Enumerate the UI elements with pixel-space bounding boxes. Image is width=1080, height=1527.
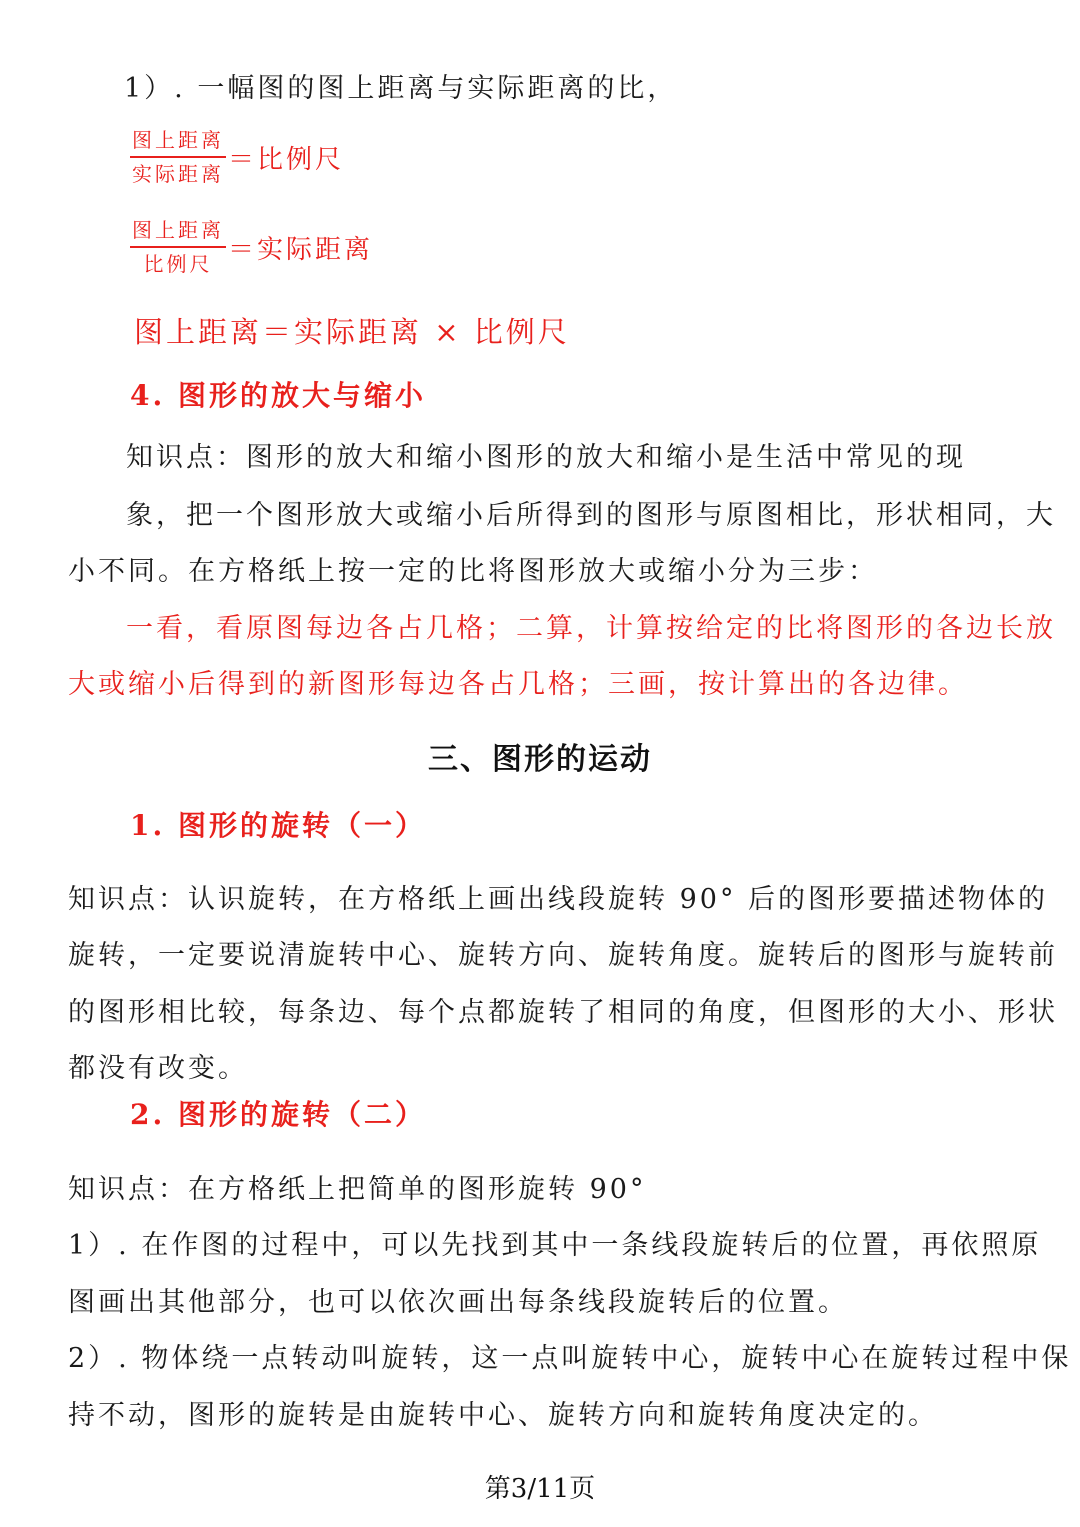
subsection-heading: 2. 图形的旋转（二） bbox=[130, 1098, 426, 1131]
formula-scale bbox=[130, 128, 344, 186]
scale-intro: 1）. 一幅图的图上距离与实际距离的比， bbox=[124, 73, 678, 104]
paragraph-line-highlight: 一看，看原图每边各占几格；二算，计算按给定的比将图形的各边长放 bbox=[126, 613, 1056, 644]
paragraph-line-highlight: 大或缩小后得到的新图形每边各占几格；三画，按计算出的各边律。 bbox=[68, 669, 968, 700]
formula-result: ＝比例尺 bbox=[228, 144, 345, 175]
paragraph-line: 象，把一个图形放大或缩小后所得到的图形与原图相比，形状相同，大 bbox=[126, 500, 1056, 531]
page-number: 第3/11页 bbox=[484, 1474, 596, 1504]
paragraph-line: 知识点：图形的放大和缩小图形的放大和缩小是生活中常见的现 bbox=[126, 442, 966, 473]
fraction-denominator: 比例尺 bbox=[143, 252, 213, 276]
formula-map-distance: 图上距离＝实际距离 × 比例尺 bbox=[134, 315, 570, 349]
paragraph-line: 小不同。在方格纸上按一定的比将图形放大或缩小分为三步： bbox=[68, 556, 878, 587]
fraction bbox=[130, 218, 226, 276]
fraction-numerator: 图上距离 bbox=[132, 128, 224, 152]
section-heading: 4. 图形的放大与缩小 bbox=[130, 379, 426, 412]
paragraph-line: 旋转，一定要说清旋转中心、旋转方向、旋转角度。旋转后的图形与旋转前 bbox=[68, 940, 1058, 971]
paragraph-line: 1）. 在作图的过程中，可以先找到其中一条线段旋转后的位置，再依照原 bbox=[68, 1230, 1042, 1261]
paragraph-line: 知识点：在方格纸上把简单的图形旋转 90° bbox=[68, 1174, 647, 1205]
subsection-heading: 1. 图形的旋转（一） bbox=[130, 809, 426, 842]
formula-actual-distance bbox=[130, 218, 373, 276]
paragraph-line: 2）. 物体绕一点转动叫旋转，这一点叫旋转中心，旋转中心在旋转过程中保 bbox=[68, 1343, 1072, 1374]
paragraph-line: 图画出其他部分，也可以依次画出每条线段旋转后的位置。 bbox=[68, 1287, 848, 1318]
formula-result: ＝实际距离 bbox=[228, 234, 374, 265]
paragraph-line: 持不动，图形的旋转是由旋转中心、旋转方向和旋转角度决定的。 bbox=[68, 1400, 938, 1431]
paragraph-line: 知识点：认识旋转，在方格纸上画出线段旋转 90° 后的图形要描述物体的 bbox=[68, 884, 1049, 915]
paragraph-line: 的图形相比较，每条边、每个点都旋转了相同的角度，但图形的大小、形状 bbox=[68, 997, 1058, 1028]
fraction-denominator: 实际距离 bbox=[132, 162, 224, 186]
paragraph-line: 都没有改变。 bbox=[68, 1053, 248, 1084]
fraction-numerator: 图上距离 bbox=[132, 218, 224, 242]
fraction bbox=[130, 128, 226, 186]
section-title: 三、图形的运动 bbox=[428, 742, 652, 777]
